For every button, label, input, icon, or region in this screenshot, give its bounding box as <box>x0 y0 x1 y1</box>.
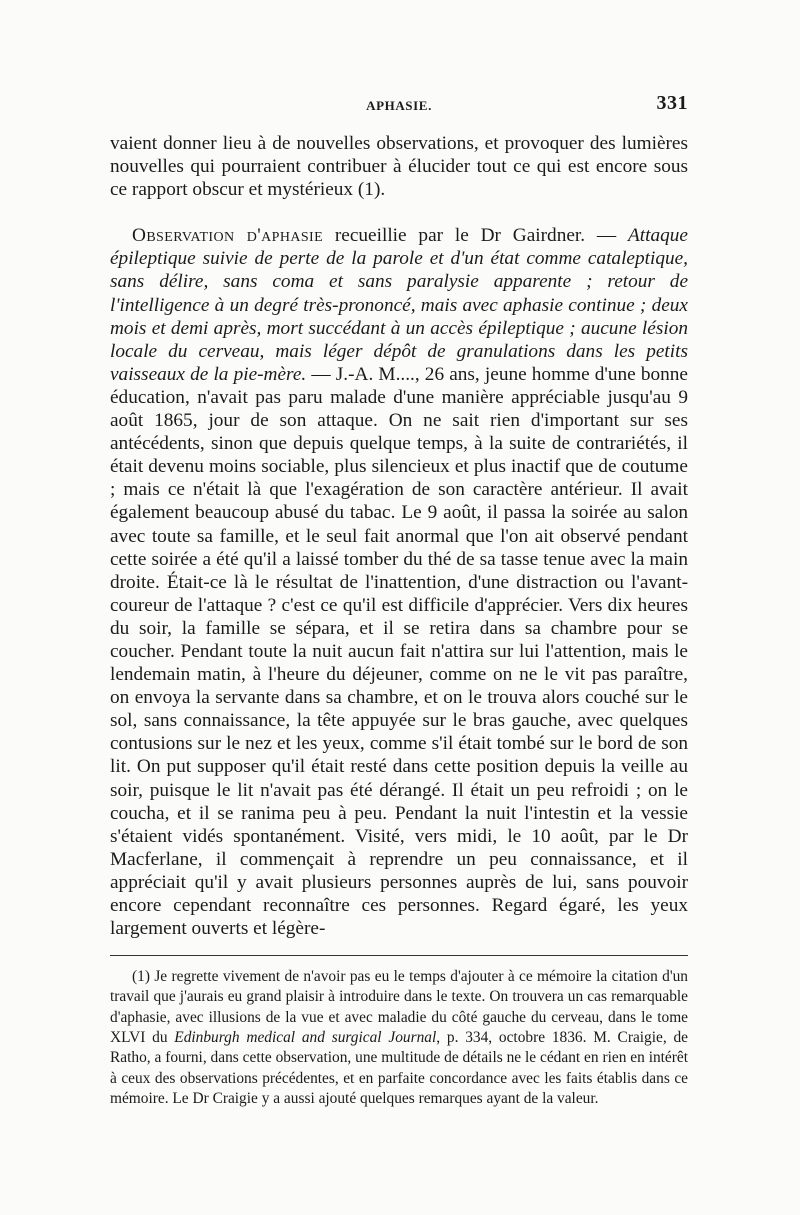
footnote <box>110 967 688 1109</box>
footnote-divider <box>110 955 688 956</box>
page-number: 331 <box>656 92 688 114</box>
running-title: APHASIE. <box>366 98 432 113</box>
paragraph-continuation: vaient donner lieu à de nouvelles observations, et provoquer des lumières nouvelles qui pourraient contribuer à élucider tout ce qui est encore sous ce rapport obscur et mystérieux (1). <box>110 133 688 201</box>
observation-heading: Observation d'aphasie <box>132 225 324 247</box>
book-page <box>110 92 688 1109</box>
footnote-text-end: , p. 334, octobre 1836. M. Craigie, de Ratho, a fourni, dans cette observation, une multitude de détails ne le cédant en rien en intérêt à ceux des observations précédentes, et en parfaite concordance avec les faits établis dans ce mémoire. Le Dr Craigie y a aussi ajouté quelques remarques ayant de la valeur. <box>110 1029 689 1107</box>
observation-summary: Attaque épileptique suivie de perte de la parole et d'un état comme cataleptique, sans délire, sans coma et sans paralysie apparente ; retour de l'intelligence à un degré très-prononcé, mais avec aphasie continue ; deux mois et demi après, mort succédant à un accès épileptique ; aucune lésion locale du cerveau, mais léger dépôt de granulations dans les petits vaisseaux de la pie-mère. <box>110 225 688 385</box>
observation-attribution: recueillie par le Dr Gairdner. — <box>323 225 629 247</box>
observation-paragraph <box>110 224 688 940</box>
footnote-text-start: (1) Je regrette vivement de n'avoir pas eu le temps d'ajouter à ce mémoire la citation d'un travail que j'aurais eu grand plaisir à introduire dans le texte. On trouvera un cas remarquable d'aphasie, avec illusions de la vue et avec maladie du côté gauche du cerveau, dans le tome XLVI du <box>110 968 688 1047</box>
footnote-journal-title: Edinburgh medical and surgical Journal <box>174 1029 437 1047</box>
observation-text: — J.-A. M...., 26 ans, jeune homme d'une bonne éducation, n'avait pas paru malade d'une manière appréciable jusqu'au 9 août 1865, jour de son attaque. On ne sait rien d'important sur ses antécédents, sinon que depuis quelque temps, à la suite de contrariétés, il était devenu moins sociable, plus silencieux et plus inactif que de coutume ; mais ce n'était là que l'exagération de son caractère antérieur. Il avait également beaucoup abusé du tabac. Le 9 août, il passa la soirée au salon avec toute sa famille, et le seul fait anormal que l'on ait observé pendant cette soirée a été qu'il a laissé tomber du thé de sa tasse tenue avec la main droite. Était-ce là le résultat de l'inattention, d'une distraction ou l'avant-coureur de l'attaque ? c'est ce qu'il est difficile d'apprécier. Vers dix heures du soir, la famille se sépara, et il se retira dans sa chambre pour se coucher. Pendant toute la nuit aucun fait n'attira sur lui l'attention, mais le lendemain matin, à l'heure du déjeuner, comme on ne le vit pas paraître, on envoya la servante dans sa chambre, et on le trouva alors couché sur le sol, sans connaissance, la tête appuyée sur le bras gauche, avec quelques contusions sur le nez et les yeux, comme s'il était tombé sur le bord de son lit. On put supposer qu'il était resté dans cette position depuis la veille au soir, puisque le lit n'avait pas été dérangé. Il était un peu refroidi ; on le coucha, et il se ranima peu à peu. Pendant la nuit l'intestin et la vessie s'étaient vidés spontanément. Visité, vers midi, le 10 août, par le Dr Macferlane, il commençait à reprendre un peu connaissance, et il appréciait qu'il y avait plusieurs personnes auprès de lui, sans pouvoir encore cependant reconnaître ces personnes. Regard égaré, les yeux largement ouverts et légère- <box>110 363 688 940</box>
page-header <box>110 92 688 122</box>
